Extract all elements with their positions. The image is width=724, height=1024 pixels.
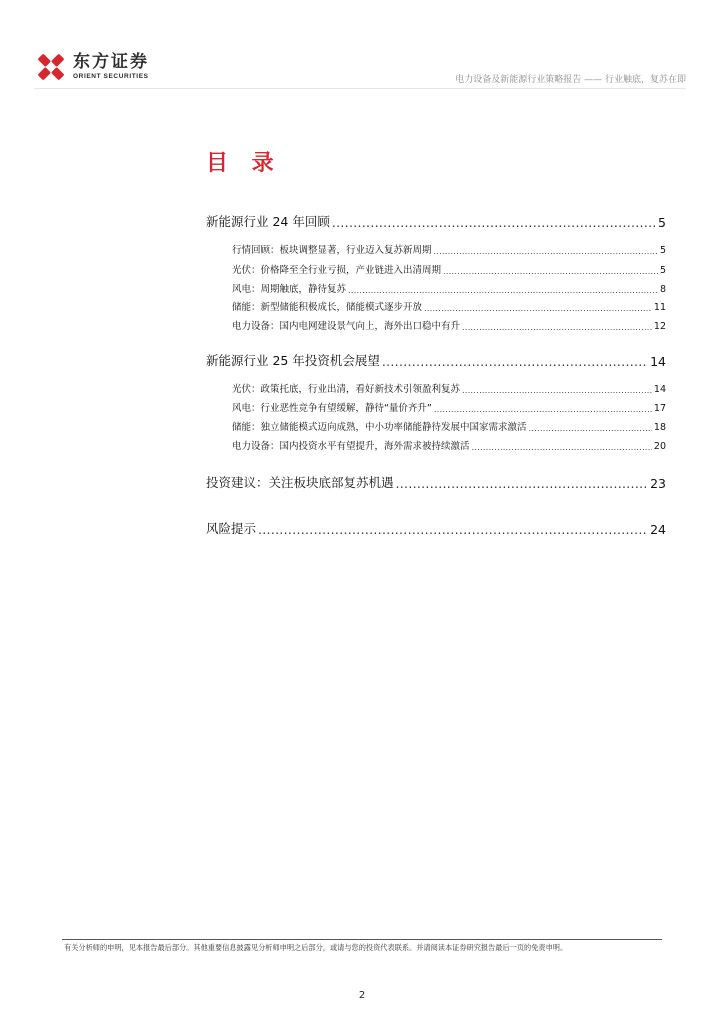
toc-item-2-1[interactable] <box>206 381 666 395</box>
toc-item-title: 储能：独立储能模式迈向成熟，中小功率储能静待发展中国家需求激活 <box>232 422 527 433</box>
toc-leader-dots <box>529 424 652 433</box>
toc-item-title: 电力设备：国内投资水平有望提升，海外需求被持续激活 <box>232 441 470 452</box>
toc-item-title: 光伏：政策托底，行业出清，看好新技术引领盈利复苏 <box>232 384 461 395</box>
logo-english-name: ORIENT SECURITIES <box>73 73 149 80</box>
toc-leader-dots <box>348 286 658 295</box>
toc-leader-dots <box>396 476 649 491</box>
toc-section-4[interactable] <box>206 519 666 537</box>
toc-page-number: 5 <box>659 265 666 276</box>
toc-section-1[interactable] <box>206 212 666 230</box>
toc-section-title: 新能源行业 25 年投资机会展望 <box>206 353 380 368</box>
toc-item-title: 风电：周期触底，静待复苏 <box>232 284 347 295</box>
toc-page-number: 23 <box>650 476 666 491</box>
toc-item-2-2[interactable] <box>206 400 666 414</box>
toc-section-title: 风险提示 <box>206 521 257 536</box>
toc-leader-dots <box>462 386 652 395</box>
toc-page-number: 14 <box>653 384 666 395</box>
toc-page-number: 17 <box>653 403 666 414</box>
toc-item-2-3[interactable] <box>206 419 666 433</box>
toc-leader-dots <box>332 215 656 230</box>
toc-page-number: 24 <box>650 522 666 537</box>
toc-item-1-4[interactable] <box>206 299 666 313</box>
toc-item-title: 电力设备：国内电网建设景气向上，海外出口稳中有升 <box>232 321 461 332</box>
toc-item-1-2[interactable] <box>206 262 666 276</box>
toc-section-title: 投资建议：关注板块底部复苏机遇 <box>206 475 394 490</box>
company-logo <box>34 50 149 84</box>
toc-item-title: 光伏：价格降至全行业亏损，产业链进入出清周期 <box>232 265 442 276</box>
toc-item-title: 储能：新型储能积极成长，储能模式逐步开放 <box>232 302 423 313</box>
toc-page-number: 5 <box>658 215 666 230</box>
toc-leader-dots <box>443 267 658 276</box>
toc-page-number: 11 <box>653 302 666 313</box>
toc-page-number: 5 <box>659 245 666 256</box>
toc-section-2[interactable] <box>206 351 666 369</box>
toc-section-title: 新能源行业 24 年回顾 <box>206 214 330 229</box>
toc-leader-dots <box>424 304 652 313</box>
toc-item-title: 风电：行业恶性竞争有望缓解，静待“量价齐升” <box>232 403 432 414</box>
toc-leader-dots <box>382 354 648 369</box>
toc-leader-dots <box>434 405 652 414</box>
header-divider <box>34 88 686 89</box>
toc-leader-dots <box>462 323 652 332</box>
toc-heading: 目 录 <box>206 151 282 176</box>
page-number: 2 <box>358 990 366 1001</box>
toc-section-3[interactable] <box>206 473 666 491</box>
logo-chinese-name: 东方证券 <box>73 52 149 72</box>
toc-item-2-4[interactable] <box>206 438 666 452</box>
footer-disclaimer: 有关分析师的申明，见本报告最后部分。其他重要信息披露见分析师申明之后部分，或请与您的投资代表联系。并请阅读本证券研究报告最后一页的免责申明。 <box>64 943 568 952</box>
toc-item-1-1[interactable] <box>206 242 666 256</box>
toc-leader-dots <box>434 247 658 256</box>
toc-page-number: 8 <box>659 284 666 295</box>
toc-page-number: 18 <box>653 422 666 433</box>
toc-leader-dots <box>258 522 648 537</box>
toc-page-number: 12 <box>653 321 666 332</box>
toc-page-number: 14 <box>650 354 666 369</box>
toc-item-1-3[interactable] <box>206 281 666 295</box>
report-title: 电力设备及新能源行业策略报告 —— 行业触底，复苏在即 <box>455 75 686 85</box>
orient-securities-logo-icon <box>34 50 68 84</box>
toc-item-1-5[interactable] <box>206 318 666 332</box>
footer-divider <box>62 939 662 940</box>
toc-leader-dots <box>472 443 652 452</box>
toc-page-number: 20 <box>653 441 666 452</box>
toc-item-title: 行情回顾：板块调整显著，行业迈入复苏新周期 <box>232 245 432 256</box>
